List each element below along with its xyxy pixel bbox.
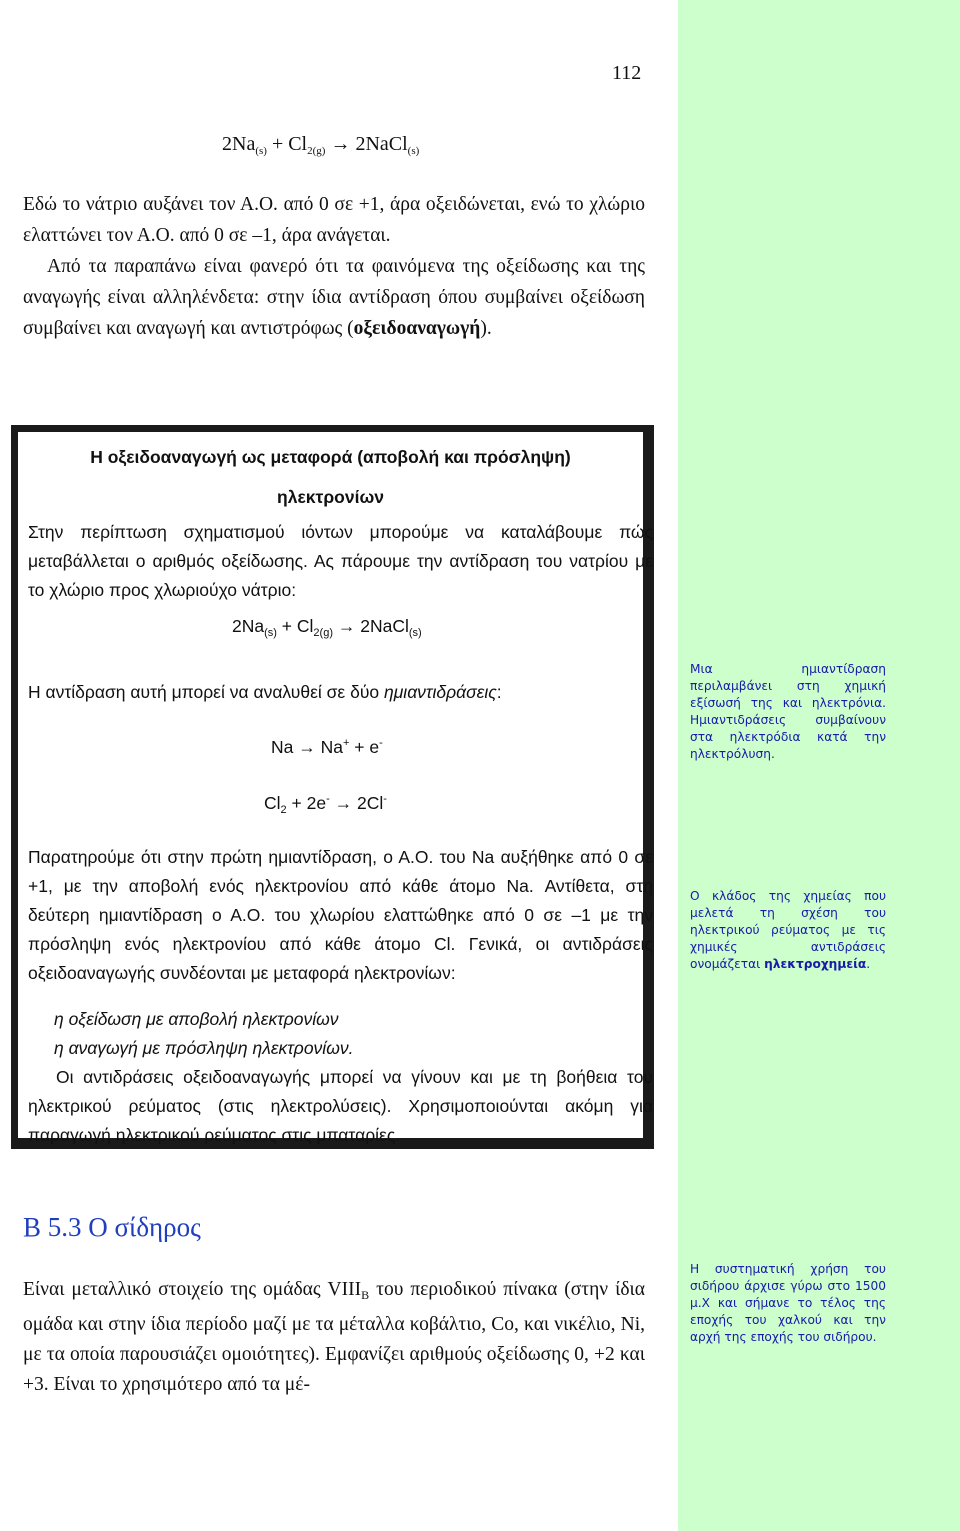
arrow-icon: → bbox=[298, 737, 316, 757]
intro-text bbox=[23, 189, 645, 344]
arrow-icon: → bbox=[330, 133, 351, 155]
box-italic-line2: η αναγωγή με πρόσληψη ηλεκτρονίων. bbox=[54, 1038, 354, 1058]
box-title-line1: Η οξειδοαναγωγή ως μεταφορά (αποβολή και πρόσληψη) bbox=[90, 447, 571, 467]
margin-note-electrochemistry: Ο κλάδος της χημείας που μελετά τη σχέση του ηλεκτρικού ρεύματος με τις χημικές αντιδράσεις ονομάζεται ηλεκτροχημεία. bbox=[690, 889, 886, 971]
box-paragraph-4: Οι αντιδράσεις οξειδοαναγωγής μπορεί να γίνουν και με τη βοήθεια του ηλεκτρικού ρεύματος (στις ηλεκτρολύσεις). Χρησιμοποιούνται ακόμη για παραγωγή ηλεκτρικού ρεύματος στις μπαταρίες. bbox=[28, 1067, 653, 1145]
redox-box bbox=[11, 425, 654, 1149]
margin-note-iron-history: Η συστηματική χρήση του σιδήρου άρχισε γύρω στο 1500 μ.Χ και σήμανε το τέλος της εποχής του χαλκού και την αρχή της εποχής του σιδήρου. bbox=[690, 1262, 886, 1344]
half-reaction-2: $Cl_2 + 2e^- \to 2Cl^-$ bbox=[264, 793, 387, 816]
box-paragraph-1: Στην περίπτωση σχηματισμού ιόντων μπορούμε να καταλάβουμε πώς μεταβάλλεται ο αριθμός οξείδωσης. Ας πάρουμε την αντίδραση του νατρίου με το χλώριο προς χλωριούχο νάτριο: bbox=[28, 522, 653, 600]
margin-note-half-reaction: Μια ημιαντίδραση περιλαμβάνει στη χημική εξίσωσή της και ηλεκτρόνια. Ημιαντιδράσεις συμβαίνουν στα ηλεκτρόδια κατά την ηλεκτρόλυση. bbox=[690, 662, 886, 761]
section-title: Β 5.3 Ο σίδηρος bbox=[23, 1212, 201, 1242]
equation-top: $2Na_{(s)} + Cl_{2(g)}$ → 2NaCl$_{(s)}$ bbox=[222, 133, 420, 157]
page-number: 112 bbox=[612, 62, 642, 84]
box-italic-line1: η οξείδωση με αποβολή ηλεκτρονίων bbox=[54, 1009, 339, 1029]
box-paragraph-3: Παρατηρούμε ότι στην πρώτη ημιαντίδραση, ο Α.Ο. του Na αυξήθηκε από 0 σε +1, με την αποβολή ενός ηλεκτρονίου από κάθε άτομο Na. Αντίθετα, στη δεύτερη ημιαντίδραση ο Α.Ο. του χλωρίου ελαττώθηκε από 0 σε –1 με την πρόσληψη ενός ηλεκτρονίου από κάθε άτομο Cl. Γενικά, οι αντιδράσεις οξειδοαναγωγής συνδέονται με μεταφορά ηλεκτρονίων: bbox=[28, 847, 653, 983]
iron-paragraph: Είναι μεταλλικό στοιχείο της ομάδας $VIII_B$ του περιοδικού πίνακα (στην ίδια ομάδα και στην ίδια περίοδο μαζί με τα μέταλλα κοβάλτιο, Co, και νικέλιο, Ni, με τα οποία παρουσιάζει ομοιότητες). Εμφανίζει αριθμούς οξείδωσης 0, +2 και +3. Είναι το χρησιμότερο από τα μέ- bbox=[23, 1279, 645, 1395]
intro-line2: Από τα παραπάνω είναι φανερό ότι τα φαινόμενα της οξείδωσης και της αναγωγής είναι αλληλένδετα: στην ίδια αντίδραση όπου συμβαίνει οξείδωση συμβαίνει και αναγωγή και αντιστρόφως (οξειδοαναγωγή). bbox=[23, 256, 645, 339]
half-reaction-1: Na → Na+ + e- bbox=[271, 737, 383, 757]
arrow-icon: → bbox=[337, 616, 356, 636]
box-equation: $2Na_{(s)} + Cl_{2(g)}$ → 2NaCl$_{(s)}$ bbox=[232, 616, 422, 639]
box-paragraph-2: Η αντίδραση αυτή μπορεί να αναλυθεί σε δύο ημιαντιδράσεις: bbox=[28, 682, 502, 702]
arrow-icon: → bbox=[334, 793, 353, 813]
intro-line1: Εδώ το νάτριο αυξάνει τον Α.Ο. από 0 σε +1, άρα οξειδώνεται, ενώ το χλώριο ελαττώνει τον Α.Ο. από 0 σε –1, άρα ανάγεται. bbox=[23, 194, 645, 246]
box-title-line2: ηλεκτρονίων bbox=[277, 487, 384, 507]
